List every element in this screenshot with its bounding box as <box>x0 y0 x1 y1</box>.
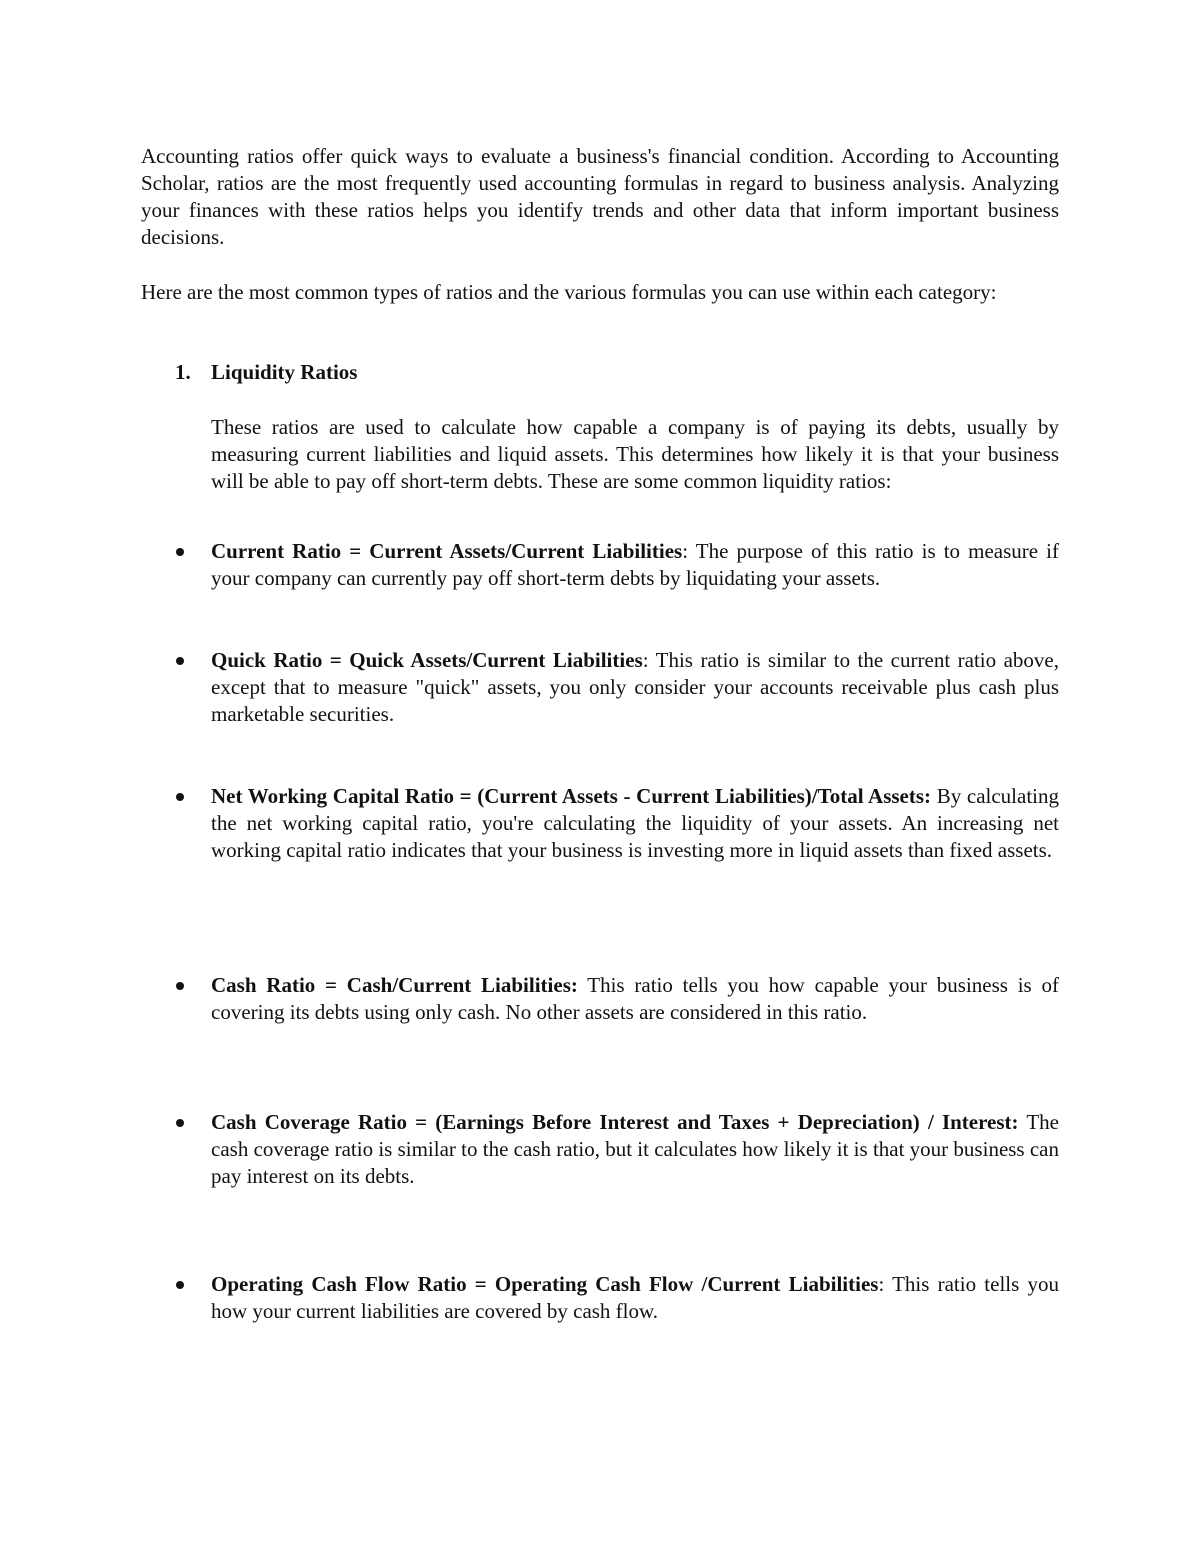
ratio-formula: Cash Coverage Ratio = (Earnings Before Interest and Taxes + Depreciation) / Interest: <box>211 1110 1019 1134</box>
bullet-text <box>211 1271 1059 1325</box>
categories-intro-paragraph: Here are the most common types of ratios and the various formulas you can use within each category: <box>141 280 997 304</box>
ratio-explanation: The cash coverage ratio is similar to the cash ratio, but it calculates how likely it is that your business can pay interest on its debts. <box>211 1110 1059 1188</box>
list-number: 1. <box>175 360 191 384</box>
ratio-formula: Quick Ratio = Quick Assets/Current Liabilities <box>211 648 643 672</box>
bullet-text <box>211 538 1059 592</box>
bullet-icon <box>176 657 184 665</box>
ratio-formula: Current Ratio = Current Assets/Current Liabilities <box>211 539 683 563</box>
liquidity-ratios-description: These ratios are used to calculate how capable a company is of paying its debts, usually by measuring current liabilities and liquid assets. This determines how likely it is that your business will be able to pay off short-term debts. These are some common liquidity ratios: <box>211 415 1059 493</box>
bullet-icon <box>176 1119 184 1127</box>
ratio-formula: Cash Ratio = Cash/Current Liabilities: <box>211 973 578 997</box>
ratio-explanation: : The purpose of this ratio is to measure if your company can currently pay off short-term debts by liquidating your assets. <box>211 539 1059 590</box>
bullet-icon <box>176 793 184 801</box>
ratio-explanation: : This ratio is similar to the current ratio above, except that to measure "quick" assets, you only consider your accounts receivable plus cash plus marketable securities. <box>211 648 1059 726</box>
bullet-text <box>211 647 1059 728</box>
ratio-explanation: This ratio tells you how capable your business is of covering its debts using only cash. No other assets are considered in this ratio. <box>211 973 1059 1024</box>
bullet-icon <box>176 982 184 990</box>
bullet-text <box>211 1109 1059 1190</box>
bullet-text <box>211 972 1059 1026</box>
bullet-icon <box>176 548 184 556</box>
ratio-explanation: By calculating the net working capital ratio, you're calculating the liquidity of your assets. An increasing net working capital ratio indicates that your business is investing more in liquid assets than fixed assets. <box>211 784 1059 862</box>
intro-paragraph: Accounting ratios offer quick ways to evaluate a business's financial condition. According to Accounting Scholar, ratios are the most frequently used accounting formulas in regard to business analysis. Analyzing your finances with these ratios helps you identify trends and other data that inform important business decisions. <box>141 144 1059 249</box>
section-heading: Liquidity Ratios <box>211 360 358 384</box>
bullet-icon <box>176 1281 184 1289</box>
ratio-explanation: : This ratio tells you how your current liabilities are covered by cash flow. <box>211 1272 1059 1323</box>
ratio-formula: Net Working Capital Ratio = (Current Assets - Current Liabilities)/Total Assets: <box>211 784 932 808</box>
ratio-formula: Operating Cash Flow Ratio = Operating Cash Flow /Current Liabilities <box>211 1272 879 1296</box>
bullet-text <box>211 783 1059 864</box>
